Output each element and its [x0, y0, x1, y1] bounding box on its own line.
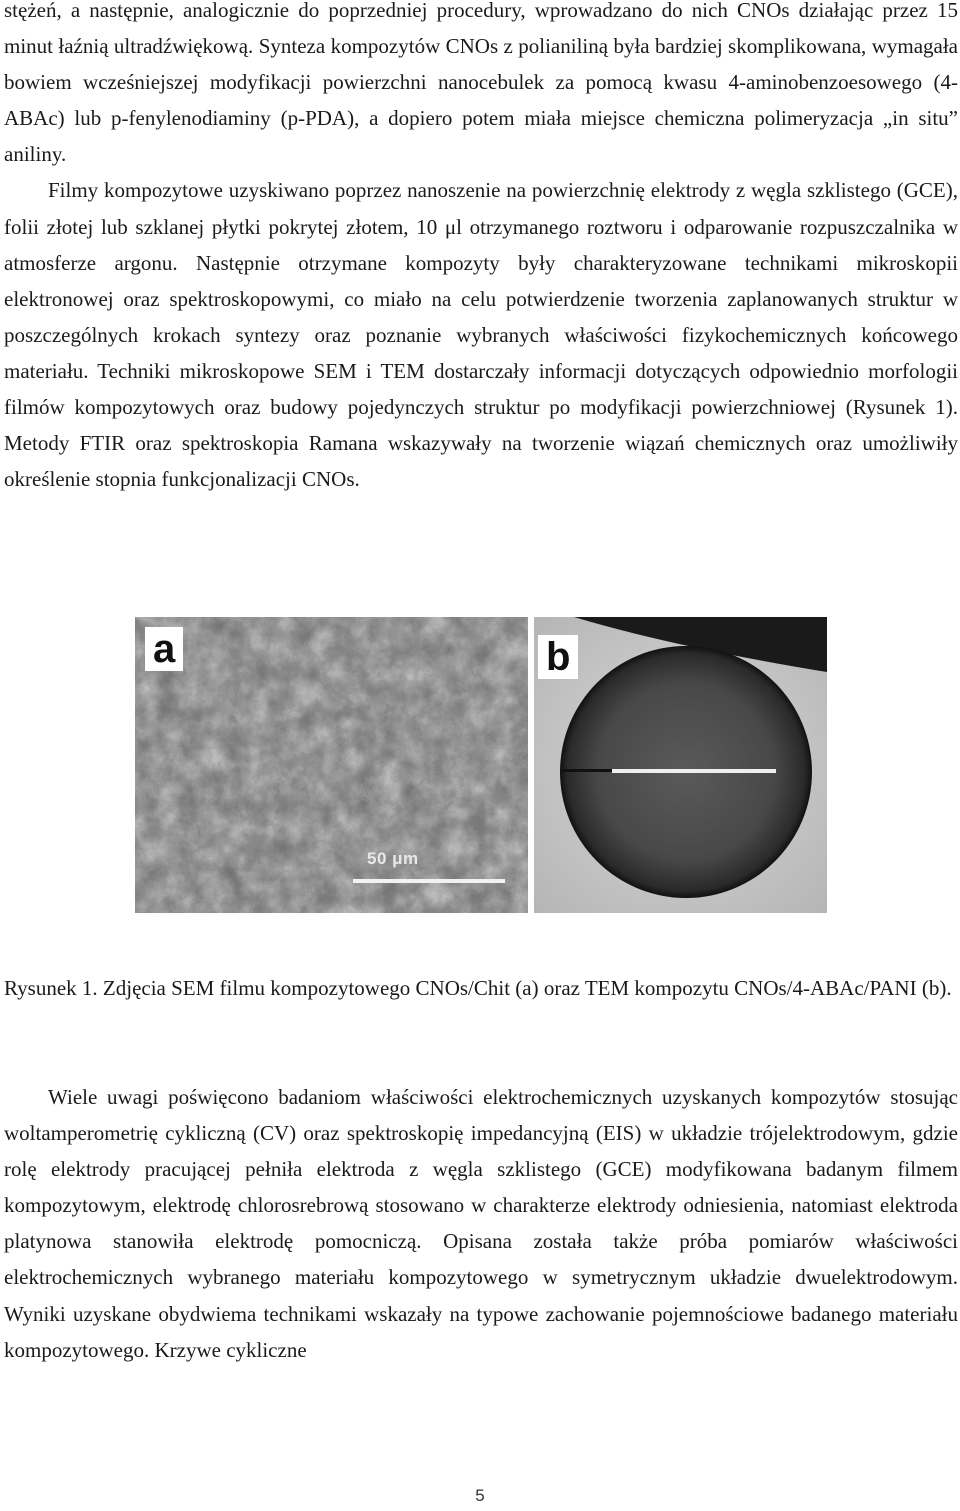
- paragraph-electrochemistry: [4, 1079, 958, 1368]
- page-number: 5: [475, 1486, 485, 1505]
- sem-micrograph: [135, 617, 528, 913]
- paragraph-2-text: Filmy kompozytowe uzyskiwano poprzez nanoszenie na powierzchnię elektrody z węgla szklistego (GCE), folii złotej lub szklanej płytki pokrytej złotem, 10 μl otrzymanego roztworu i odparowanie rozpuszczalnika w atmosferze argonu. Następnie otrzymane kompozyty były charakteryzowane technikami mikroskopii elektronowej oraz spektroskopowymi, co miało na celu potwierdzenie tworzenia zaplanowanych struktur w poszczególnych krokach syntezy oraz poznanie wybranych właściwości fizykochemicznych końcowego materiału. Techniki mikroskopowe SEM i TEM dostarczały informacji dotyczących odpowiednio morfologii filmów kompozytowych oraz budowy pojedynczych struktur po modyfikacji powierzchniowej (Rysunek 1). Metody FTIR oraz spektroskopia Ramana wskazywały na tworzenie wiązań chemicznych oraz umożliwiły określenie stopnia funkcjonalizacji CNOs.: [4, 178, 958, 492]
- scale-bar-label: 50 μm: [367, 849, 419, 868]
- figure-caption: Rysunek 1. Zdjęcia SEM filmu kompozytowego CNOs/Chit (a) oraz TEM kompozytu CNOs/4-ABAc/PANI (b).: [4, 976, 952, 1000]
- paragraph-synthesis: [4, 0, 958, 497]
- sem-image-panel-a: [135, 617, 528, 913]
- panel-label-b: b: [538, 635, 578, 679]
- tem-image-panel-b: [534, 617, 827, 913]
- paragraph-1-text: stężeń, a następnie, analogicznie do poprzedniej procedury, wprowadzano do nich CNOs działając przez 15 minut łaźnią ultradźwiękową. Synteza kompozytów CNOs z polianiliną była bardziej skomplikowana, wymagała bowiem wcześniejszej modyfikacji powierzchni nanocebulek za pomocą kwasu 4-aminobenzoesowego (4-ABAc) lub p-fenylenodiaminy (p-PDA), a dopiero potem miała miejsce chemiczna polimeryzacja „in situ” aniliny.: [4, 0, 958, 167]
- paragraph-3-text: Wiele uwagi poświęcono badaniom właściwości elektrochemicznych uzyskanych kompozytów stosując woltamperometrię cykliczną (CV) oraz spektroskopię impedancyjną (EIS) w układzie trójelektrodowym, gdzie rolę elektrody pracującej pełniła elektroda z węgla szklistego (GCE) modyfikowana badanym filmem kompozytowym, elektrodę chlorosrebrową stosowano w charakterze elektrody odniesienia, natomiast elektroda platynowa stanowiła elektrodę pomocniczą. Opisana została także próba pomiarów właściwości elektrochemicznych wybranego materiału kompozytowego w symetrycznym układzie dwuelektrodowym. Wyniki uzyskane obydwiema technikami wskazały na typowe zachowanie pojemnościowe badanego materiału kompozytowego. Krzywe cykliczne: [4, 1085, 958, 1362]
- panel-label-a: a: [145, 627, 183, 671]
